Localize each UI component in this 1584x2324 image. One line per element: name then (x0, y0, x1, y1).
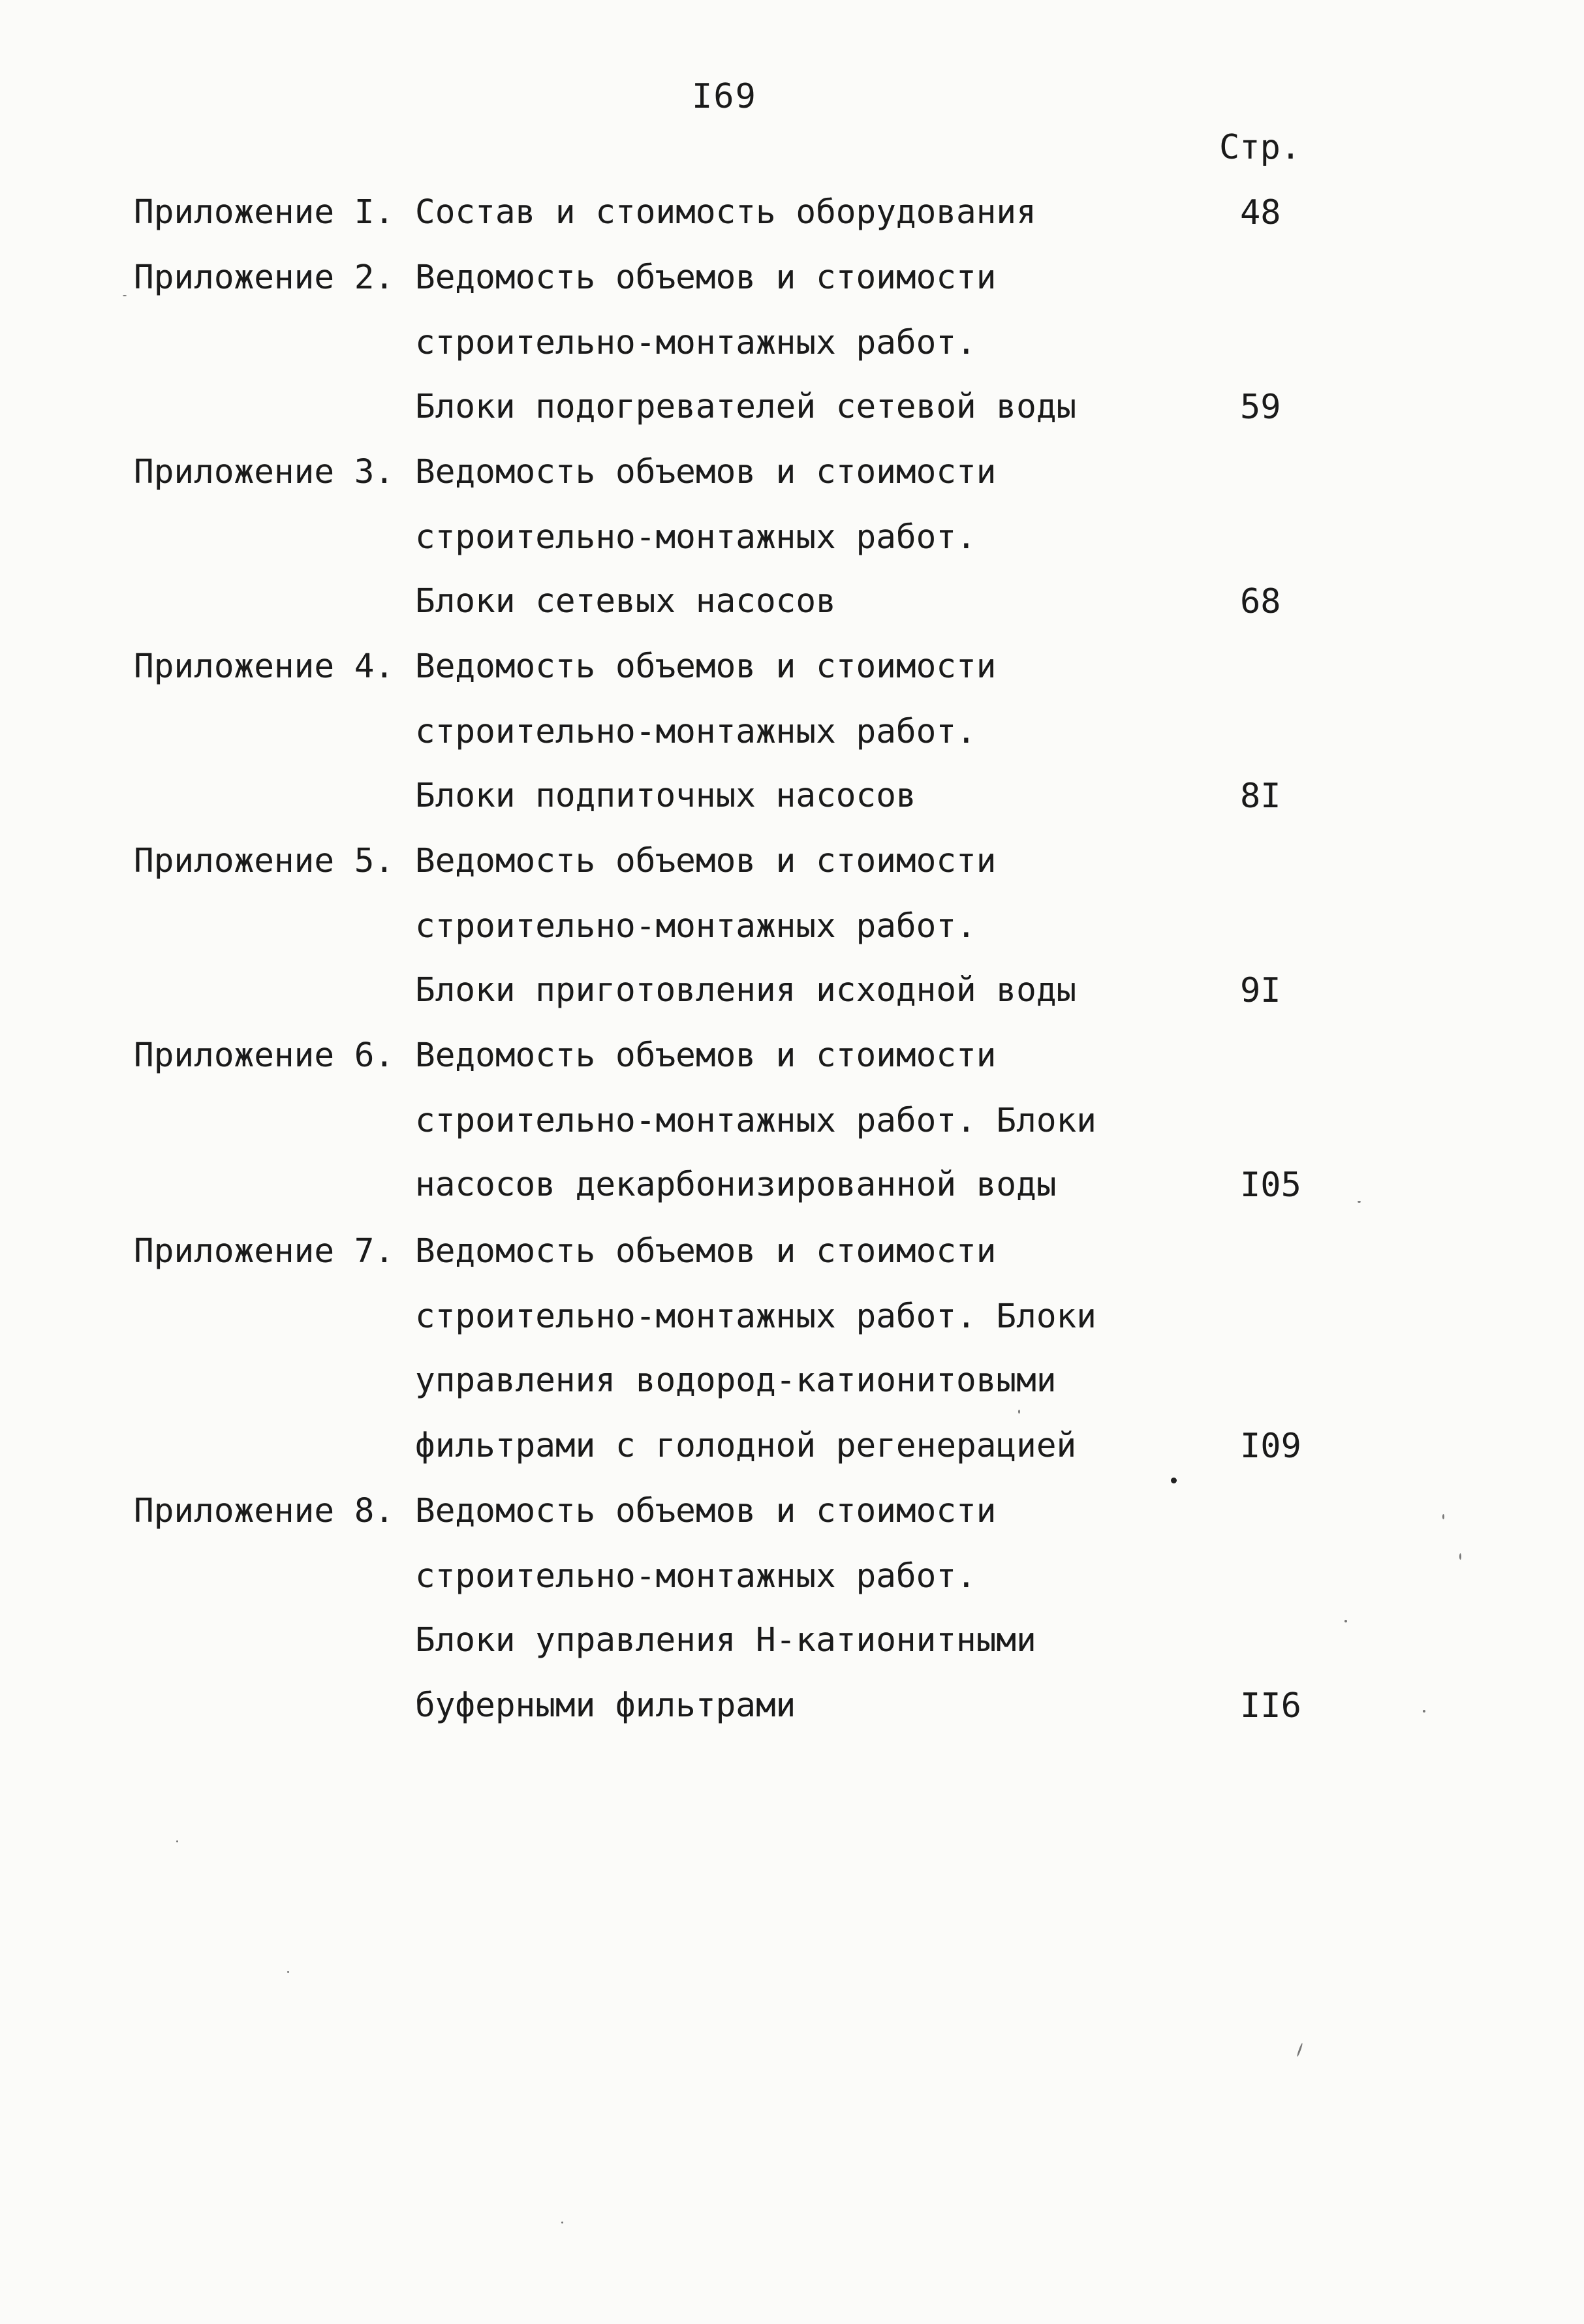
scan-speck (1296, 2043, 1303, 2057)
scan-speck (1459, 1553, 1461, 1560)
entry-page-number: 8I (1240, 777, 1281, 816)
entry-label: Приложение 8. (134, 1492, 395, 1530)
entry-line: Ведомость объемов и стоимости (415, 842, 997, 880)
entry-line: Блоки управления Н-катионитными (415, 1621, 1036, 1660)
entry-line: Блоки приготовления исходной воды (415, 971, 1077, 1010)
scan-speck (1358, 1201, 1361, 1203)
page-column-header: Стр. (1219, 128, 1301, 167)
entry-page-number: 68 (1240, 582, 1281, 621)
scan-speck (1171, 1478, 1177, 1483)
entry-line: буферными фильтрами (415, 1686, 796, 1725)
scan-speck (1442, 1514, 1444, 1519)
entry-line: Ведомость объемов и стоимости (415, 1232, 997, 1271)
entry-page-number: 59 (1240, 388, 1281, 427)
entry-line: строительно-монтажных работ. (415, 518, 976, 557)
entry-line: Ведомость объемов и стоимости (415, 647, 997, 686)
entry-label: Приложение 6. (134, 1036, 395, 1075)
entry-line: Ведомость объемов и стоимости (415, 1492, 997, 1530)
entry-label: Приложение 2. (134, 258, 395, 297)
entry-label: Приложение 5. (134, 842, 395, 880)
scan-speck (176, 1840, 178, 1842)
entry-page-number: 9I (1240, 971, 1281, 1010)
entry-line: Состав и стоимость оборудования (415, 193, 1036, 232)
entry-line: строительно-монтажных работ. (415, 324, 976, 362)
entry-line: управления водород-катионитовыми (415, 1361, 1057, 1400)
entry-line: Ведомость объемов и стоимости (415, 258, 997, 297)
scan-speck (561, 2222, 563, 2223)
entry-line: фильтрами с голодной регенерацией (415, 1427, 1077, 1465)
scan-speck (287, 1971, 289, 1973)
entry-line: Блоки подогревателей сетевой воды (415, 388, 1077, 426)
entry-label: Приложение 4. (134, 647, 395, 686)
entry-page-number: I05 (1240, 1166, 1301, 1205)
entry-line: строительно-монтажных работ. Блоки (415, 1297, 1096, 1336)
entry-line: насосов декарбонизированной воды (415, 1166, 1057, 1204)
entry-label: Приложение 3. (134, 453, 395, 491)
entry-label: Приложение 7. (134, 1232, 395, 1271)
entry-line: Ведомость объемов и стоимости (415, 453, 997, 491)
entry-page-number: II6 (1240, 1686, 1301, 1726)
scan-speck (1423, 1710, 1425, 1712)
entry-page-number: 48 (1240, 193, 1281, 232)
entry-line: Блоки подпиточных насосов (415, 777, 916, 815)
entry-line: строительно-монтажных работ. Блоки (415, 1102, 1096, 1140)
entry-line: Ведомость объемов и стоимости (415, 1036, 997, 1075)
entry-page-number: I09 (1240, 1427, 1301, 1466)
scan-speck (1344, 1620, 1347, 1622)
entry-line: строительно-монтажных работ. (415, 713, 976, 751)
page-number: I69 (692, 77, 757, 116)
scan-speck (1018, 1410, 1020, 1414)
entry-line: Блоки сетевых насосов (415, 582, 836, 621)
entry-label: Приложение I. (134, 193, 395, 232)
entry-line: строительно-монтажных работ. (415, 907, 976, 946)
entry-line: строительно-монтажных работ. (415, 1557, 976, 1596)
scan-speck (123, 295, 127, 296)
